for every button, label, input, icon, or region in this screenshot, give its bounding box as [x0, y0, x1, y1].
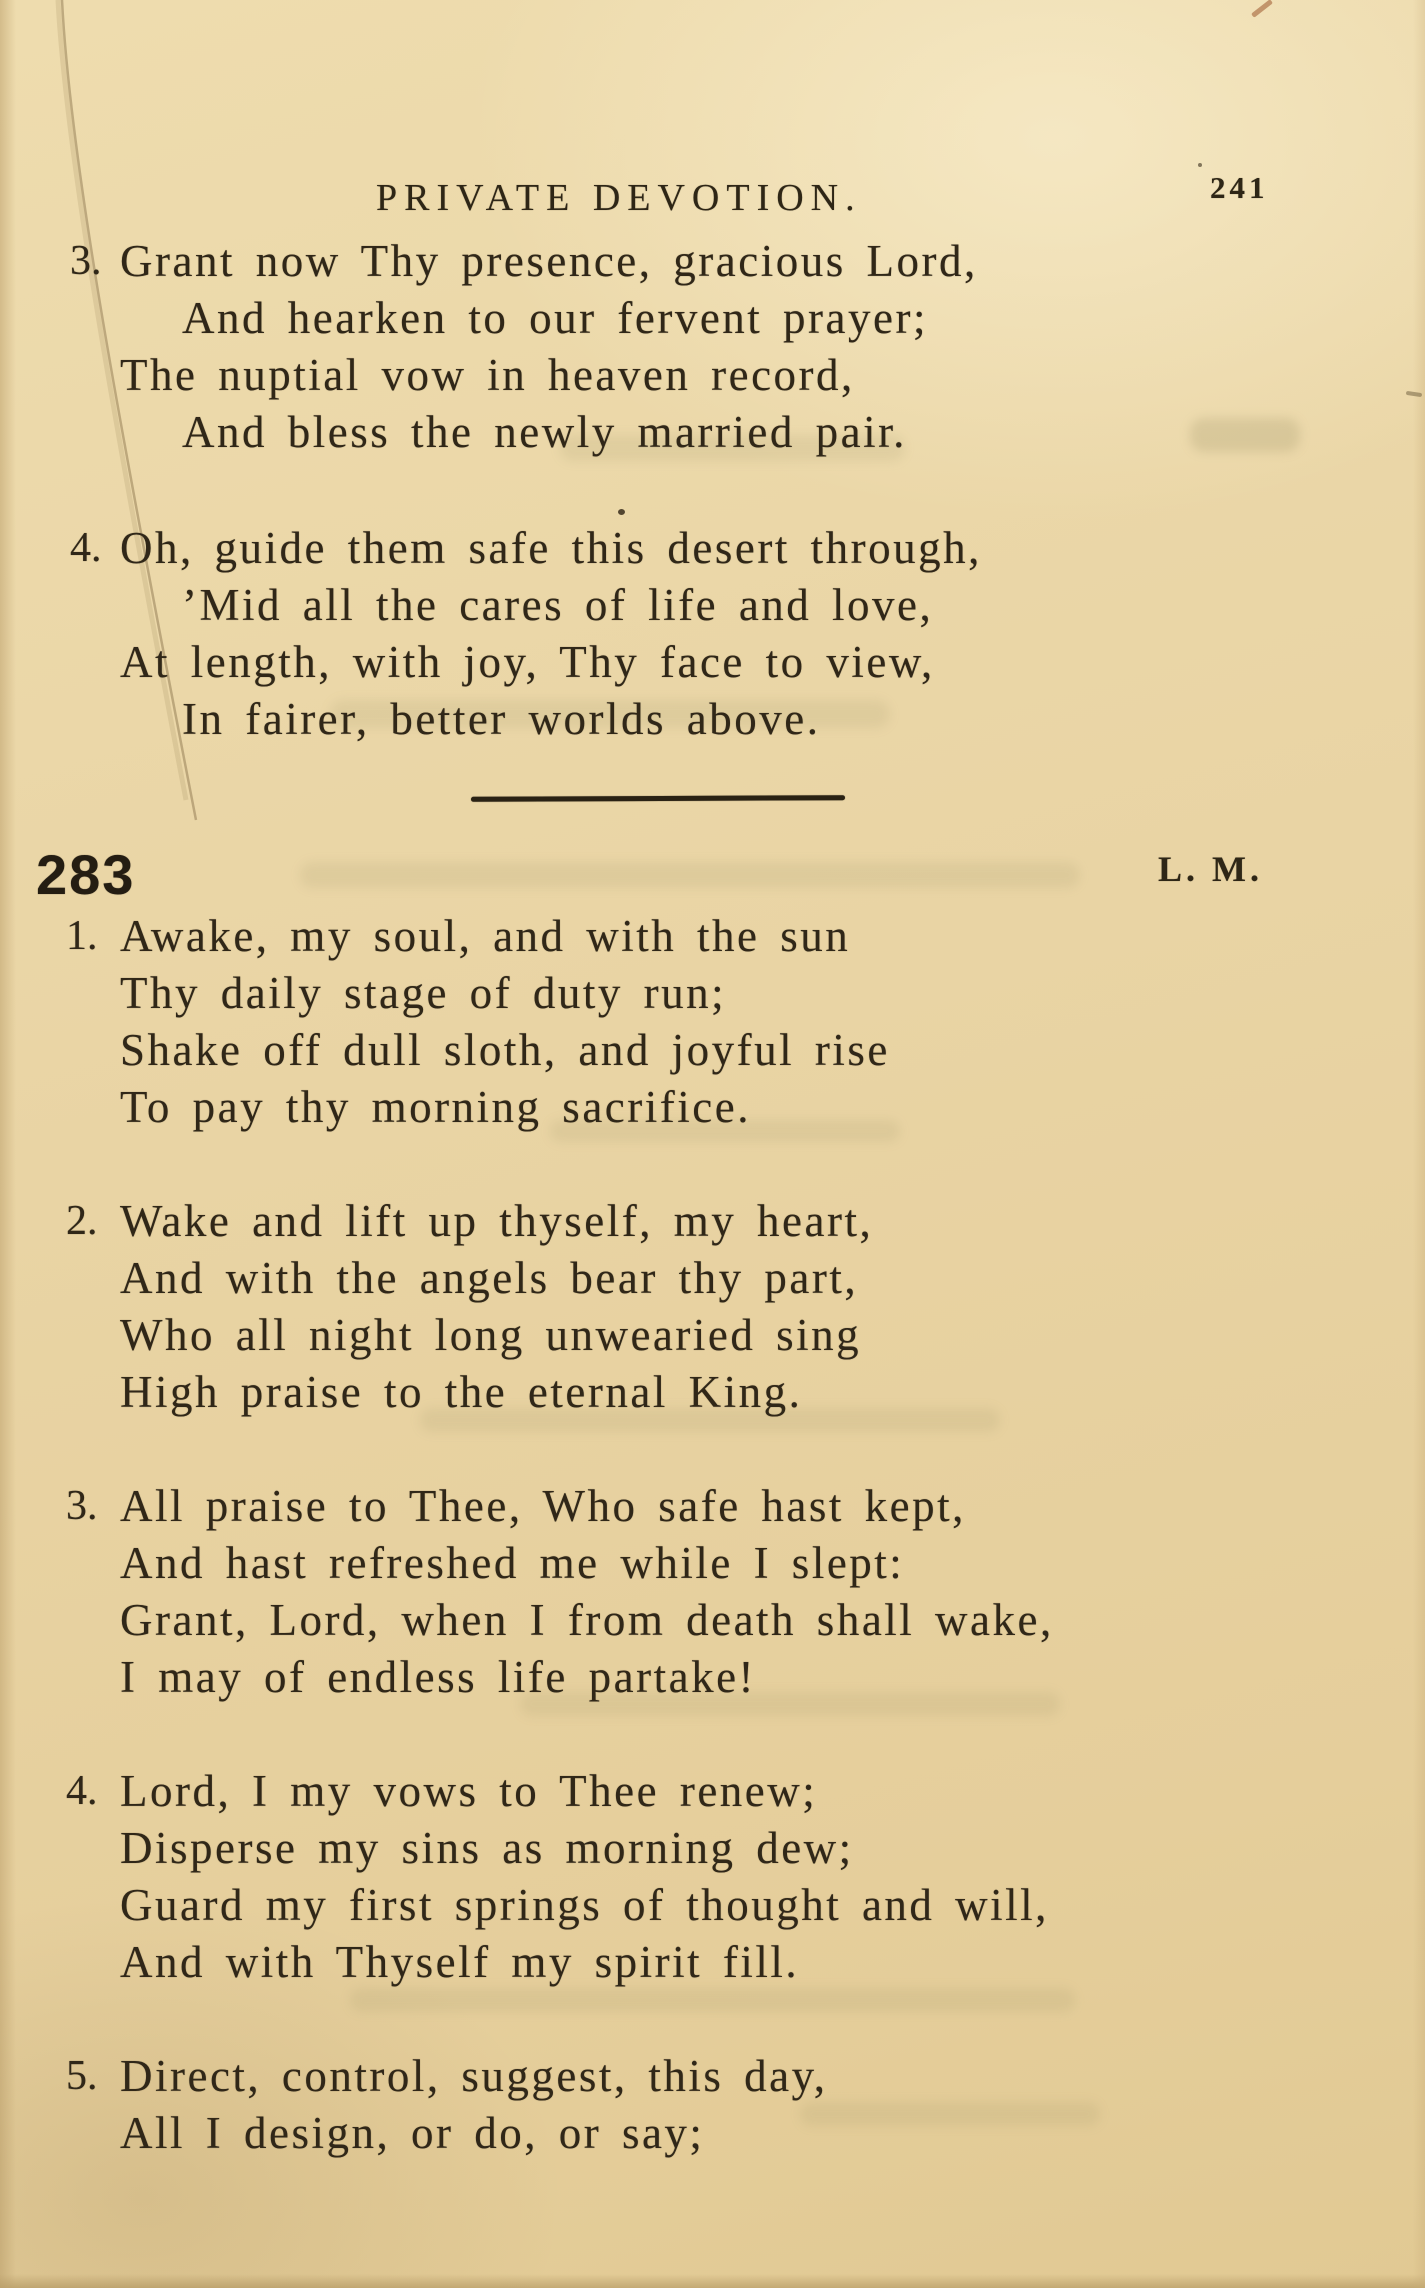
- hymn-line: Direct, control, suggest, this day,: [120, 2051, 828, 2101]
- stanza-5: [58, 2048, 827, 2162]
- stanza-3: [58, 1478, 1054, 1706]
- ink-speck: [618, 509, 625, 515]
- verse-number: 4.: [66, 1768, 98, 1814]
- stanza-lines: [120, 2048, 827, 2162]
- hymn-line: Grant, Lord, when I from death shall wake,: [120, 1595, 1054, 1645]
- stanza-continued-4: [58, 520, 982, 748]
- hymn-line: Lord, I my vows to Thee renew;: [120, 1766, 818, 1816]
- bleed-through-smudge: [300, 862, 1080, 888]
- hymn-line: And hearken to our fervent prayer;: [182, 293, 928, 343]
- verse-number: 3.: [70, 238, 102, 284]
- hymn-line: ’Mid all the cares of life and love,: [182, 580, 934, 630]
- section-divider-rule: [471, 795, 845, 802]
- hymn-line: I may of endless life partake!: [120, 1652, 757, 1702]
- verse-number: 1.: [66, 913, 98, 959]
- hymn-line: And with the angels bear thy part,: [120, 1253, 859, 1303]
- hymn-line: Thy daily stage of duty run;: [120, 968, 727, 1018]
- hymn-meter: L. M.: [1158, 849, 1263, 889]
- page-number: 241: [1210, 170, 1269, 205]
- bleed-through-smudge: [800, 2102, 1100, 2126]
- hymn-line: Oh, guide them safe this desert through,: [120, 523, 982, 573]
- stanza-4: [58, 1763, 1049, 1991]
- hymn-line: And with Thyself my spirit fill.: [120, 1937, 800, 1987]
- stanza-continued-3: [58, 233, 978, 461]
- verse-number: 2.: [66, 1198, 98, 1244]
- stanza-lines: [120, 233, 978, 461]
- verse-number: 4.: [70, 525, 102, 571]
- hymn-line: Who all night long unwearied sing: [120, 1310, 862, 1360]
- ink-speck: [1198, 163, 1202, 167]
- stanza-2: [58, 1193, 873, 1421]
- hymn-line: Shake off dull sloth, and joyful rise: [120, 1025, 890, 1075]
- hymn-line: Disperse my sins as morning dew;: [120, 1823, 854, 1873]
- hymn-line: All praise to Thee, Who safe hast kept,: [120, 1481, 966, 1531]
- hymn-line: High praise to the eternal King.: [120, 1367, 803, 1417]
- stanza-lines: [120, 1193, 873, 1421]
- verse-number: 5.: [66, 2053, 98, 2099]
- hymn-line: At length, with joy, Thy face to view,: [120, 637, 935, 687]
- stanza-lines: [120, 908, 890, 1136]
- stanza-lines: [120, 1763, 1049, 1991]
- hymn-line: Grant now Thy presence, gracious Lord,: [120, 236, 978, 286]
- hymn-line: Guard my first springs of thought and will,: [120, 1880, 1049, 1930]
- verse-number: 3.: [66, 1483, 98, 1529]
- running-header-title: PRIVATE DEVOTION.: [376, 177, 862, 219]
- hymn-line: And hast refreshed me while I slept:: [120, 1538, 905, 1588]
- hymn-line: Wake and lift up thyself, my heart,: [120, 1196, 874, 1246]
- stanza-lines: [120, 1478, 1054, 1706]
- hymn-line: Awake, my soul, and with the sun: [120, 911, 851, 961]
- hymn-line: In fairer, better worlds above.: [182, 694, 821, 744]
- stanza-1: [58, 908, 890, 1136]
- hymn-number: 283: [36, 843, 136, 906]
- bleed-through-smudge: [1190, 418, 1300, 452]
- hymn-line: To pay thy morning sacrifice.: [120, 1082, 751, 1132]
- hymn-line: The nuptial vow in heaven record,: [120, 350, 855, 400]
- hymn-line: And bless the newly married pair.: [182, 407, 907, 457]
- stanza-lines: [120, 520, 982, 748]
- edge-mark: [1406, 391, 1422, 397]
- hymn-line: All I design, or do, or say;: [120, 2108, 705, 2158]
- ink-mark: [1251, 0, 1273, 18]
- bleed-through-smudge: [350, 1988, 1075, 2012]
